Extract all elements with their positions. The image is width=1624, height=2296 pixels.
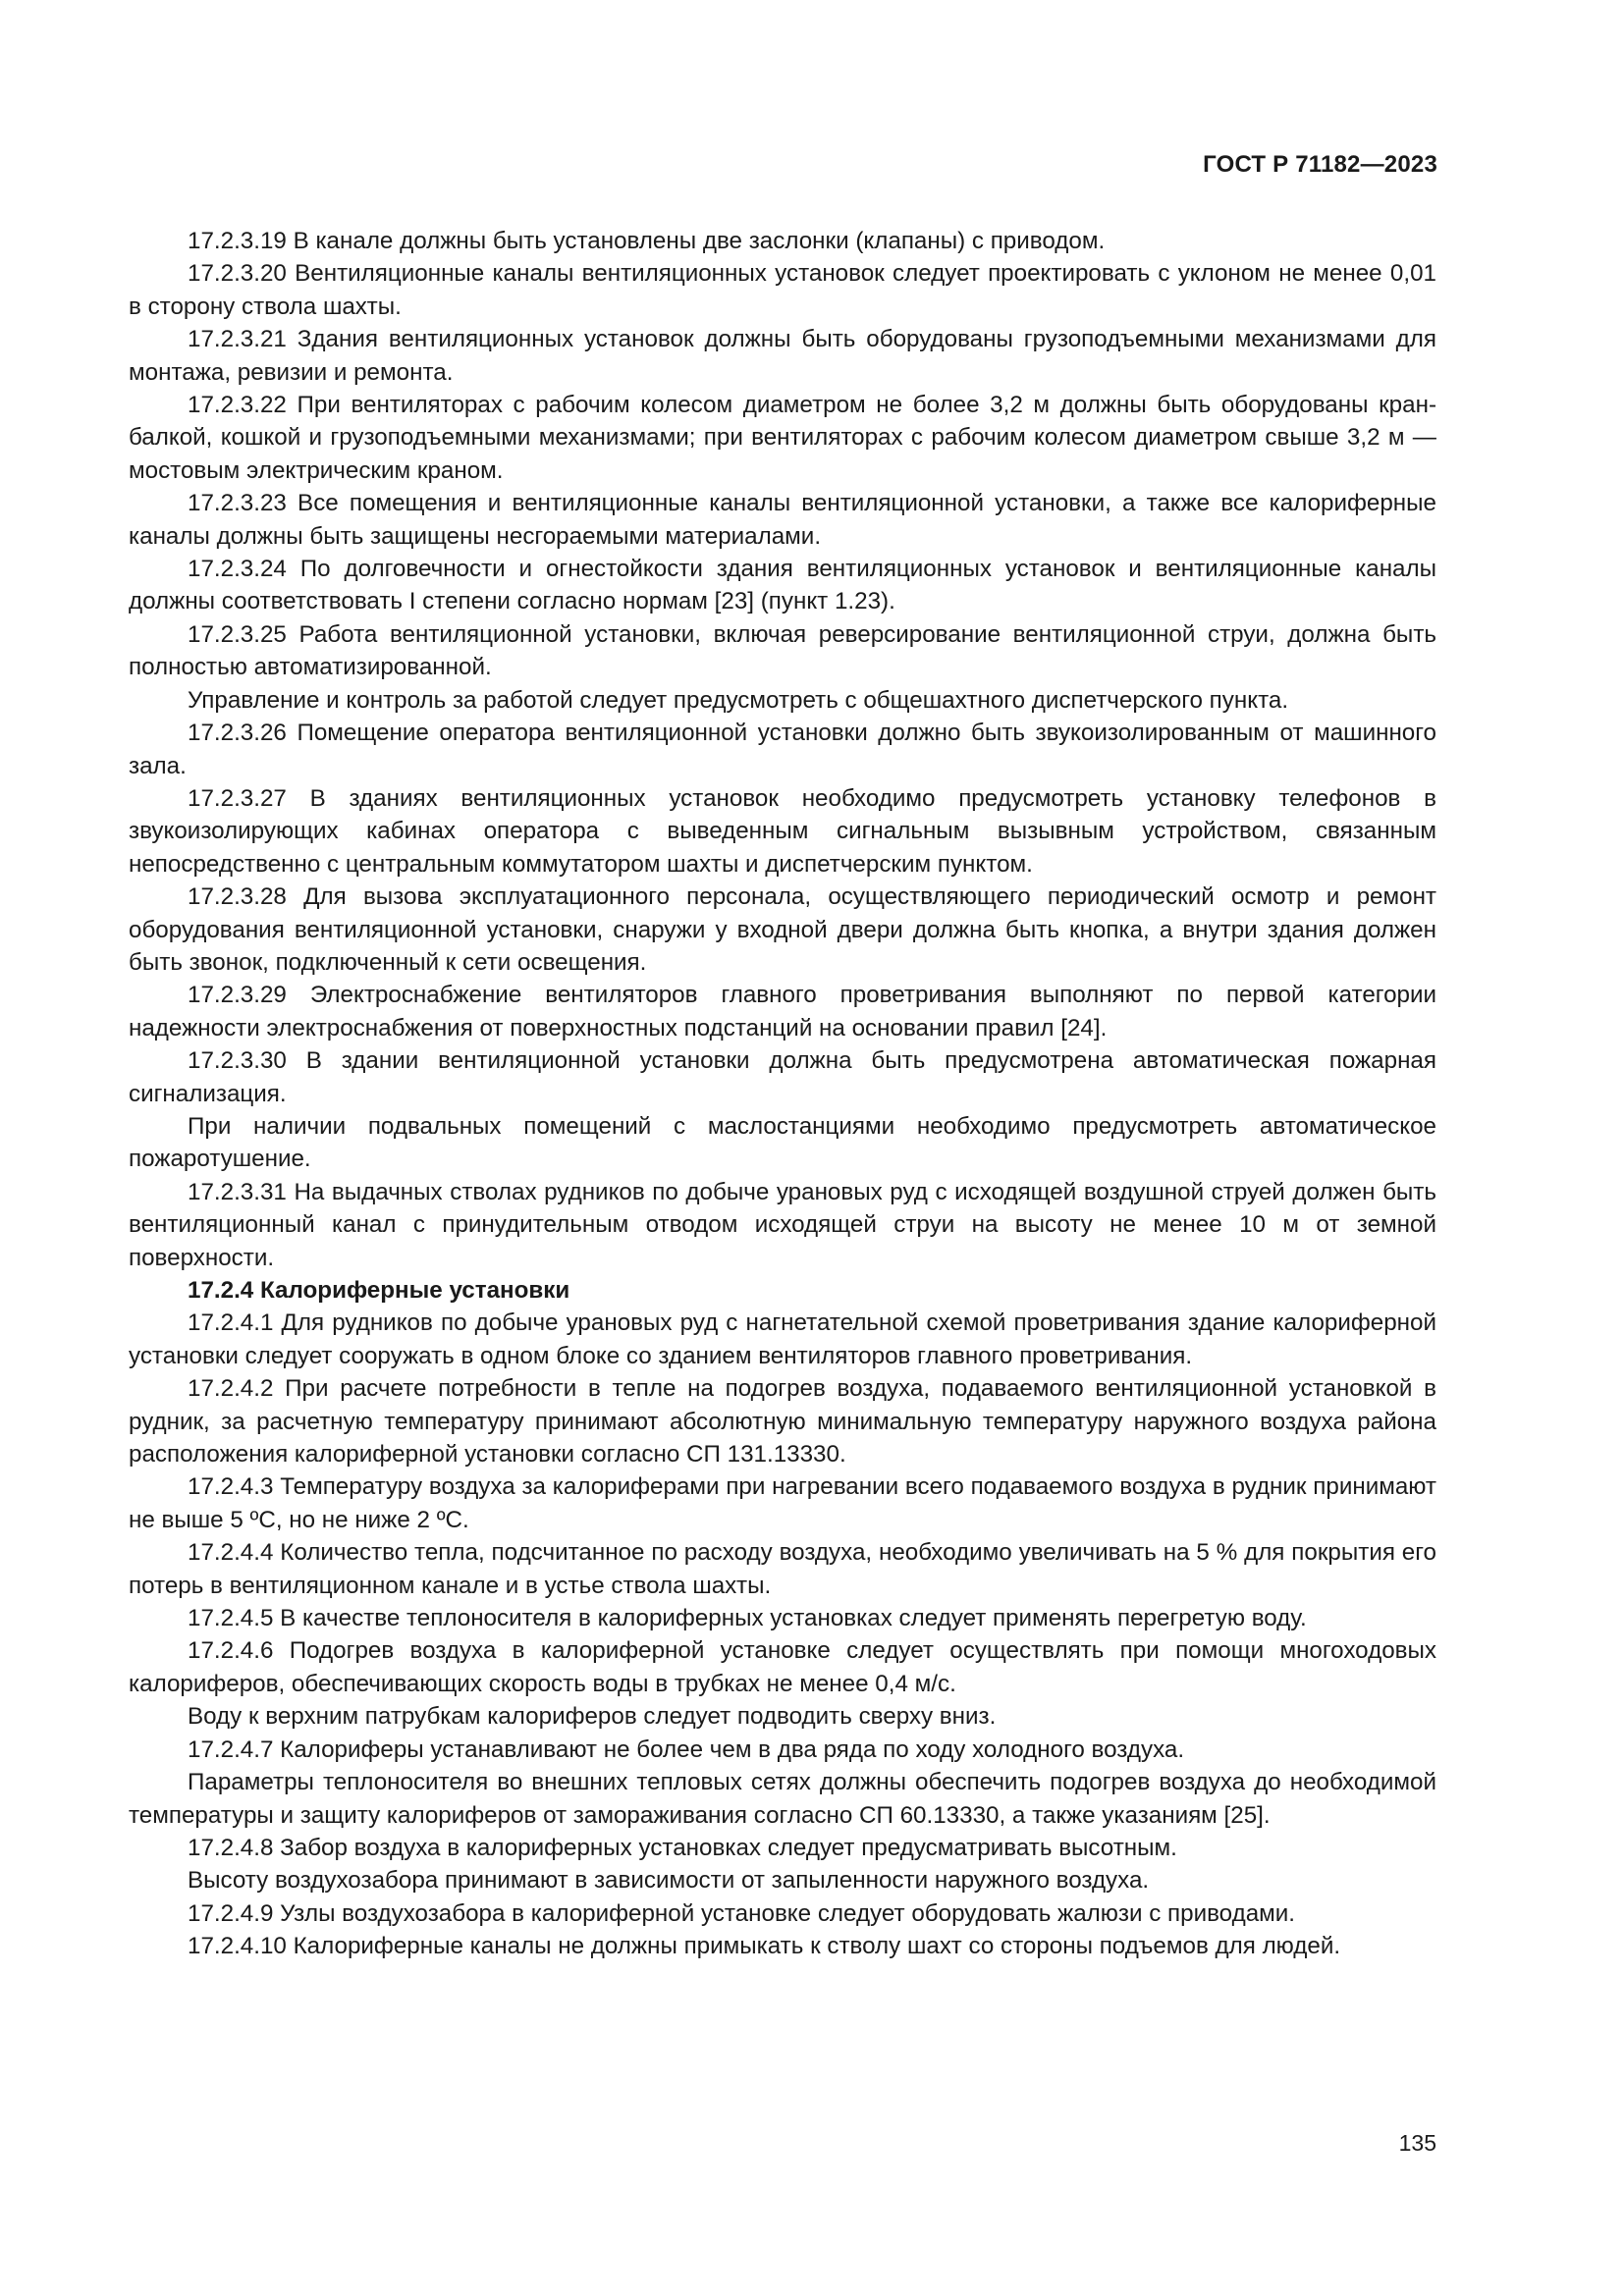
paragraph: 17.2.4.1 Для рудников по добыче урановых руд с нагнетательной схемой проветривания здание калориферной установки следует сооружать в одном блоке со зданием вентиляторов главного проветривания. (129, 1309, 1436, 1369)
paragraph: Воду к верхним патрубкам калориферов следует подводить сверху вниз. (188, 1703, 997, 1731)
paragraph: 17.2.3.27 В зданиях вентиляционных установок необходимо предусмотреть установку телефонов в звукоизолирующих кабинах оператора с выведенным сигнальным вызывным устройством, связанным непосредственно с центральным коммутатором шахты и диспетчерским пунктом. (129, 784, 1436, 878)
paragraph: Высоту воздухозабора принимают в зависимости от запыленности наружного воздуха. (188, 1867, 1150, 1895)
paragraph: 17.2.3.31 На выдачных стволах рудников по добыче урановых руд с исходящей воздушной струей должен быть вентиляционный канал с принудительным отводом исходящей струи на высоту не менее 10 м от земной поверхности. (129, 1178, 1436, 1271)
page-number: 135 (1398, 2130, 1436, 2156)
paragraph: 17.2.4.6 Подогрев воздуха в калориферной установке следует осуществлять при помощи многоходовых калориферов, обеспечивающих скорость воды в трубках не менее 0,4 м/с. (129, 1637, 1436, 1697)
paragraph: 17.2.3.23 Все помещения и вентиляционные каналы вентиляционной установки, а также все калориферные каналы должны быть защищены несгораемыми материалами. (129, 490, 1436, 550)
paragraph: 17.2.3.28 Для вызова эксплуатационного персонала, осуществляющего периодический осмотр и ремонт оборудования вентиляционной установки, снаружи у входной двери должна быть кнопка, а внутри здания должен быть звонок, подключенный к сети освещения. (129, 883, 1436, 976)
paragraph: 17.2.3.19 В канале должны быть установлены две заслонки (клапаны) с приводом. (188, 228, 1106, 254)
paragraph: 17.2.3.22 При вентиляторах с рабочим колесом диаметром не более 3,2 м должны быть оборудованы кран-балкой, кошкой и грузоподъемными механизмами; при вентиляторах с рабочим колесом диаметром свыше 3,2 м — мостовым электрическим краном. (129, 392, 1436, 484)
paragraph: 17.2.3.29 Электроснабжение вентиляторов главного проветривания выполняют по первой категории надежности электроснабжения от поверхностных подстанций на основании правил [24]. (129, 982, 1436, 1041)
document-header: ГОСТ Р 71182—2023 (1203, 151, 1437, 178)
paragraph: 17.2.4.5 В качестве теплоносителя в калориферных установках следует применять перегретую воду. (188, 1605, 1307, 1632)
paragraph: 17.2.3.30 В здании вентиляционной установки должна быть предусмотрена автоматическая пожарная сигнализация. (129, 1047, 1436, 1107)
paragraph: Параметры теплоносителя во внешних тепловых сетях должны обеспечить подогрев воздуха до необходимой температуры и защиту калориферов от замораживания согласно СП 60.13330, а также указаниям [25]. (129, 1769, 1436, 1829)
document-body (129, 225, 1436, 1963)
paragraph: 17.2.3.24 По долговечности и огнестойкости здания вентиляционных установок и вентиляционные каналы должны соответствовать I степени согласно нормам [23] (пункт 1.23). (129, 556, 1436, 615)
paragraph: При наличии подвальных помещений с маслостанциями необходимо предусмотреть автоматическое пожаротушение. (129, 1112, 1436, 1173)
paragraph: 17.2.3.21 Здания вентиляционных установок должны быть оборудованы грузоподъемными механизмами для монтажа, ревизии и ремонта. (129, 326, 1436, 386)
paragraph: 17.2.3.26 Помещение оператора вентиляционной установки должно быть звукоизолированным от машинного зала. (129, 720, 1436, 779)
paragraph: 17.2.4.4 Количество тепла, подсчитанное по расходу воздуха, необходимо увеличивать на 5 % для покрытия его потерь в вентиляционном канале и в устье ствола шахты. (129, 1539, 1436, 1599)
paragraph: 17.2.4.7 Калориферы устанавливают не более чем в два ряда по ходу холодного воздуха. (188, 1735, 1185, 1763)
paragraph: 17.2.4.3 Температуру воздуха за калориферами при нагревании всего подаваемого воздуха в рудник принимают не выше 5 ºС, но не ниже 2 ºС. (129, 1473, 1436, 1533)
paragraph: Управление и контроль за работой следует предусмотреть с общешахтного диспетчерского пункта. (188, 686, 1289, 714)
paragraph: 17.2.4.9 Узлы воздухозабора в калориферной установке следует оборудовать жалюзи с приводами. (188, 1899, 1296, 1927)
section-heading: 17.2.4 Калориферные установки (188, 1277, 570, 1304)
paragraph: 17.2.3.25 Работа вентиляционной установки, включая реверсирование вентиляционной струи, должна быть полностью автоматизированной. (129, 620, 1436, 681)
paragraph: 17.2.4.8 Забор воздуха в калориферных установках следует предусматривать высотным. (188, 1834, 1177, 1861)
paragraph: 17.2.4.10 Калориферные каналы не должны примыкать к стволу шахт со стороны подъемов для людей. (188, 1933, 1341, 1960)
paragraph: 17.2.3.20 Вентиляционные каналы вентиляционных установок следует проектировать с уклоном не менее 0,01 в сторону ствола шахты. (129, 260, 1436, 320)
paragraph: 17.2.4.2 При расчете потребности в тепле на подогрев воздуха, подаваемого вентиляционной установкой в рудник, за расчетную температуру принимают абсолютную минимальную температуру наружного воздуха района расположения калориферной установки согласно СП 131.13330. (129, 1375, 1436, 1468)
